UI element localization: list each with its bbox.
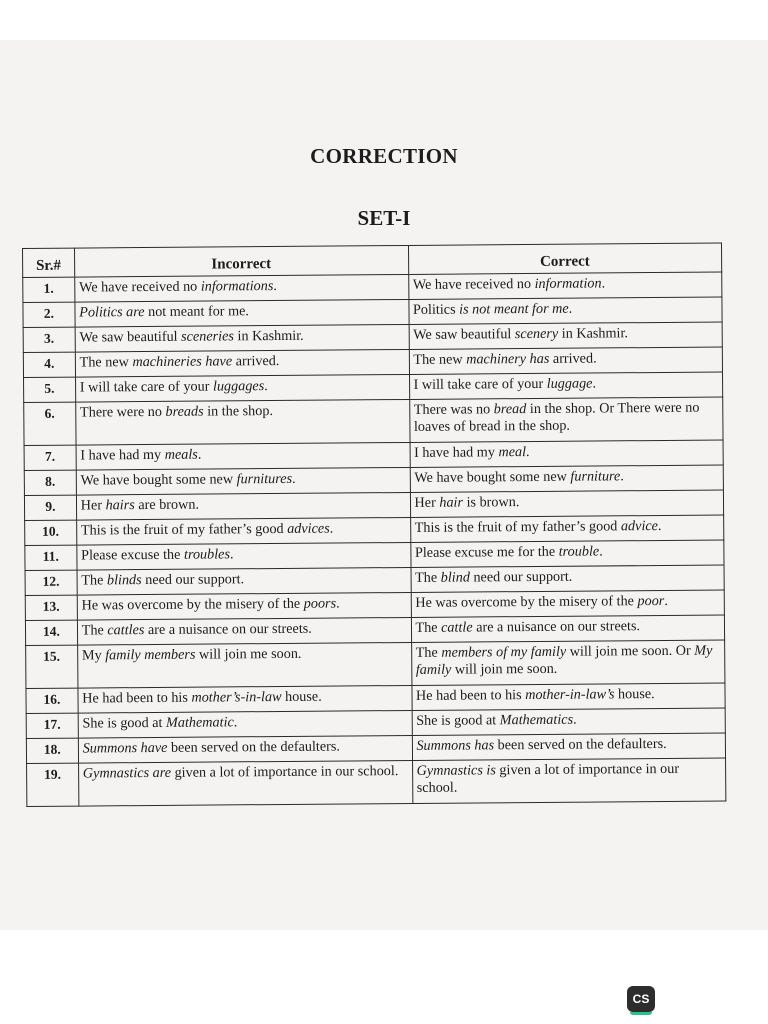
incorrect-sentence: I have had my meals.	[76, 442, 410, 470]
correct-sentence: There was no bread in the shop. Or There were no loaves of bread in the shop.	[409, 397, 723, 442]
camscanner-logo: CS	[627, 986, 655, 1012]
correct-sentence: Summons has been served on the defaulters.	[412, 733, 726, 760]
incorrect-sentence: We have received no informations.	[74, 274, 408, 302]
table-body	[23, 272, 726, 806]
row-number: 18.	[26, 738, 78, 763]
row-number: 14.	[25, 620, 77, 645]
correct-sentence: He had been to his mother-in-law’s house.	[411, 683, 725, 710]
row-number: 8.	[24, 470, 76, 495]
correct-sentence: Please excuse me for the trouble.	[410, 540, 724, 567]
correct-sentence: The members of my family will join me soon. Or My family will join me soon.	[411, 640, 725, 685]
incorrect-sentence: Politics are not meant for me.	[75, 299, 409, 327]
incorrect-sentence: Summons have been served on the defaulters.	[78, 735, 412, 763]
correct-sentence: I have had my meal.	[410, 440, 724, 467]
incorrect-sentence: He had been to his mother’s-in-law house.	[78, 685, 412, 713]
incorrect-sentence: The new machineries have arrived.	[75, 349, 409, 377]
correct-sentence: This is the fruit of my father’s good advice.	[410, 515, 724, 542]
incorrect-sentence: We have bought some new furnitures.	[76, 467, 410, 495]
correct-sentence: The blind need our support.	[411, 565, 725, 592]
incorrect-sentence: Gymnastics are given a lot of importance in our school.	[78, 760, 412, 806]
correct-sentence: Politics is not meant for me.	[408, 297, 722, 324]
row-number: 1.	[23, 277, 75, 302]
correct-sentence: The new machinery has arrived.	[409, 347, 723, 374]
row-number: 7.	[24, 445, 76, 470]
correct-sentence: We have bought some new furniture.	[410, 465, 724, 492]
correct-sentence: She is good at Mathematics.	[412, 708, 726, 735]
row-number: 15.	[26, 645, 78, 688]
header-sr: Sr.#	[23, 248, 75, 277]
row-number: 13.	[25, 595, 77, 620]
incorrect-sentence: He was overcome by the misery of the poors.	[77, 592, 411, 620]
row-number: 10.	[25, 520, 77, 545]
incorrect-sentence: She is good at Mathematic.	[78, 710, 412, 738]
row-number: 11.	[25, 545, 77, 570]
incorrect-sentence: The cattles are a nuisance on our streets.	[77, 617, 411, 645]
correct-sentence: He was overcome by the misery of the poor.	[411, 590, 725, 617]
incorrect-sentence: This is the fruit of my father’s good advices.	[76, 517, 410, 545]
correct-sentence: Gymnastics is given a lot of importance in our school.	[412, 758, 726, 803]
correct-sentence: The cattle are a nuisance on our streets.	[411, 615, 725, 642]
correct-sentence: We have received no information.	[408, 272, 722, 299]
row-number: 12.	[25, 570, 77, 595]
row-number: 4.	[23, 352, 75, 377]
correction-table	[22, 243, 726, 807]
page-title: CORRECTION	[310, 144, 458, 168]
header-correct: Correct	[408, 243, 722, 274]
row-number: 9.	[24, 495, 76, 520]
table-row	[27, 758, 726, 806]
incorrect-sentence: My family members will join me soon.	[77, 642, 411, 688]
incorrect-sentence: Her hairs are brown.	[76, 492, 410, 520]
row-number: 16.	[26, 688, 78, 713]
correct-sentence: Her hair is brown.	[410, 490, 724, 517]
row-number: 3.	[23, 327, 75, 352]
row-number: 19.	[27, 763, 79, 806]
header-incorrect: Incorrect	[74, 245, 408, 277]
incorrect-sentence: I will take care of your luggages.	[75, 374, 409, 402]
incorrect-sentence: Please excuse the troubles.	[77, 542, 411, 570]
table-row	[26, 640, 725, 688]
set-heading: SET-I	[357, 206, 411, 230]
correct-sentence: We saw beautiful scenery in Kashmir.	[409, 322, 723, 349]
table-row	[24, 397, 723, 445]
row-number: 2.	[23, 302, 75, 327]
incorrect-sentence: The blinds need our support.	[77, 567, 411, 595]
row-number: 5.	[24, 377, 76, 402]
incorrect-sentence: We saw beautiful sceneries in Kashmir.	[75, 324, 409, 352]
correct-sentence: I will take care of your luggage.	[409, 372, 723, 399]
row-number: 6.	[24, 402, 76, 445]
incorrect-sentence: There were no breads in the shop.	[75, 399, 409, 445]
row-number: 17.	[26, 713, 78, 738]
